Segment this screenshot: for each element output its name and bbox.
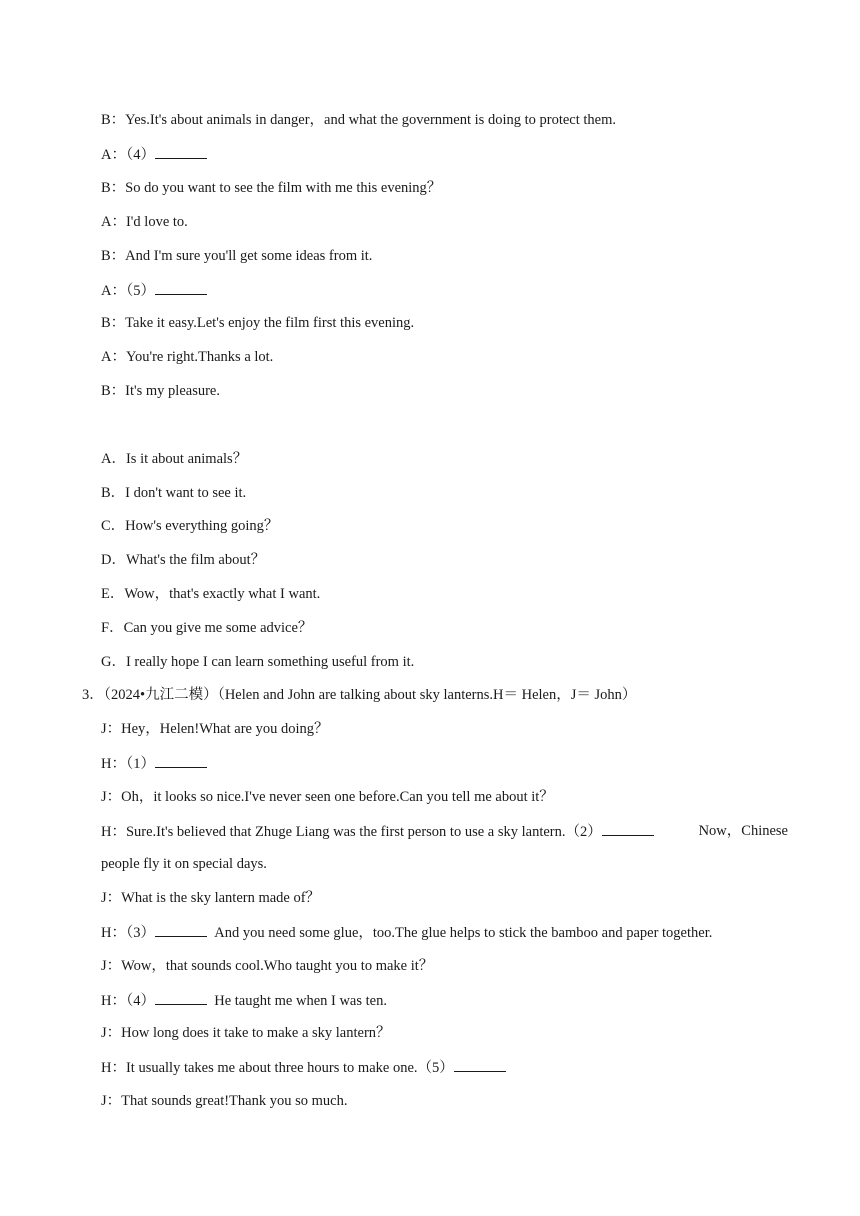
q3-line-j1: J：Hey，Helen!What are you doing？ [101, 721, 329, 737]
option-g: G．I really hope I can learn something useful from it. [101, 654, 415, 670]
q3-line-h1-text: H：（1） [101, 756, 155, 772]
q3-line-h2 [101, 821, 788, 842]
answer-blank-4[interactable] [155, 144, 207, 159]
q3-line-h5-text: H：It usually takes me about three hours to make one.（5） [101, 1060, 454, 1076]
dialogue-line-a4 [101, 144, 788, 165]
answer-blank-5[interactable] [155, 280, 207, 295]
q3-line-h1 [101, 753, 788, 774]
dialogue-line-b1: B：Yes.It's about animals in danger，and what the government is doing to protect them. [101, 112, 616, 128]
q3-line-h2-cont: people fly it on special days. [101, 856, 267, 872]
dialogue-line-b3: B：And I'm sure you'll get some ideas from it. [101, 248, 373, 264]
dialogue-line-a4-text: A：（4） [101, 147, 155, 163]
option-c: C．How's everything going？ [101, 518, 279, 534]
q3-answer-blank-4[interactable] [155, 990, 207, 1005]
q3-line-h3-rest: And you need some glue，too.The glue helps to stick the bamboo and paper together. [214, 925, 713, 941]
q3-answer-blank-1[interactable] [155, 753, 207, 768]
dialogue-line-b4: B：Take it easy.Let's enjoy the film first this evening. [101, 315, 415, 331]
dialogue-line-a5-text: A：（5） [101, 283, 155, 299]
q3-line-h3-text: H：（3） [101, 925, 155, 941]
q3-line-j3: J：What is the sky lantern made of？ [101, 890, 321, 906]
q3-answer-blank-2[interactable] [602, 821, 654, 836]
q3-line-h4-text: H：（4） [101, 993, 155, 1009]
option-e: E．Wow，that's exactly what I want. [101, 586, 321, 602]
option-b: B．I don't want to see it. [101, 485, 247, 501]
q3-line-h2-left [101, 821, 654, 842]
q3-line-h2-text: H：Sure.It's believed that Zhuge Liang was the first person to use a sky lantern.（2） [101, 824, 602, 840]
question-3-header: 3．（2024•九江二模）（Helen and John are talking about sky lanterns.H＝ Helen，J＝ John） [82, 687, 637, 703]
q3-line-h2-right: Now，Chinese [698, 823, 788, 839]
q3-line-h5 [101, 1057, 788, 1078]
dialogue-line-a-love: A：I'd love to. [101, 214, 188, 230]
q3-line-j4: J：Wow，that sounds cool.Who taught you to make it？ [101, 958, 434, 974]
option-f: F．Can you give me some advice？ [101, 620, 313, 636]
q3-answer-blank-5[interactable] [454, 1057, 506, 1072]
q3-line-j2: J：Oh，it looks so nice.I've never seen one before.Can you tell me about it？ [101, 789, 554, 805]
option-a: A．Is it about animals？ [101, 451, 248, 467]
q3-line-h3 [101, 922, 788, 943]
dialogue-line-a-thanks: A：You're right.Thanks a lot. [101, 349, 274, 365]
q3-line-h4-rest: He taught me when I was ten. [214, 993, 387, 1009]
q3-line-h4 [101, 990, 788, 1011]
q3-answer-blank-3[interactable] [155, 922, 207, 937]
option-d: D．What's the film about？ [101, 552, 266, 568]
q3-line-j6: J：That sounds great!Thank you so much. [101, 1093, 348, 1109]
dialogue-line-b5: B：It's my pleasure. [101, 383, 220, 399]
dialogue-line-b2: B：So do you want to see the film with me this evening？ [101, 180, 442, 196]
q3-line-j5: J：How long does it take to make a sky lantern？ [101, 1025, 391, 1041]
dialogue-line-a5 [101, 280, 788, 301]
